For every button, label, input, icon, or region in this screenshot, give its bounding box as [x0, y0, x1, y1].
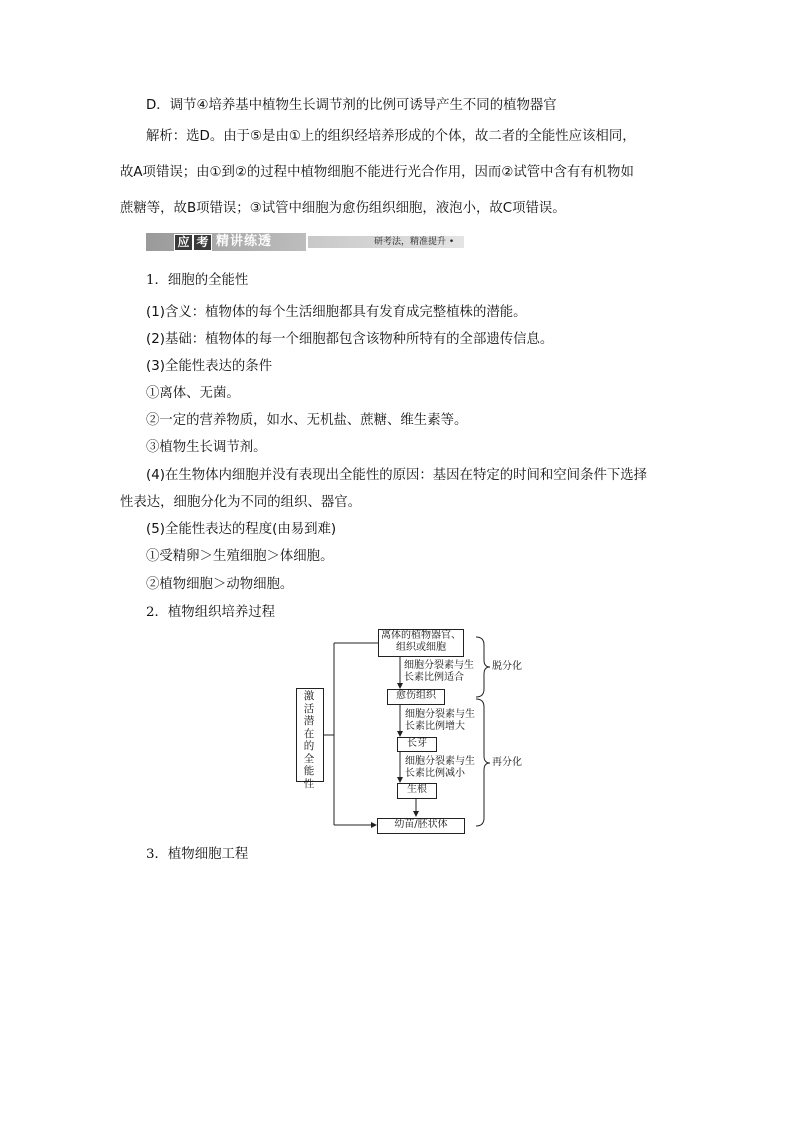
- box-root: 生根: [397, 783, 437, 799]
- left-box-label: 激活潜在的全能性: [303, 690, 315, 790]
- box-bud: 长芽: [397, 737, 437, 752]
- banner-tag: 研考法，精准提升 •: [374, 237, 455, 247]
- box-callus: 愈伤组织: [387, 689, 445, 705]
- box-seedling: 幼苗/胚状体: [377, 818, 465, 834]
- arrow-3-label-1: 细胞分裂素与生: [405, 756, 475, 767]
- section-1-p5: (5)全能性表达的程度(由易到难): [146, 522, 337, 537]
- arrow-2-label-1: 细胞分裂素与生: [405, 709, 475, 720]
- brace-dedifferentiation: [476, 637, 490, 697]
- section-2-heading: 2．植物组织培养过程: [146, 605, 276, 620]
- box-explant: [378, 629, 464, 657]
- section-1-p1: (1)含义：植物体的每个生活细胞都具有发育成完整植株的潜能。: [146, 305, 527, 320]
- analysis-line-3: 蔗糖等，故B项错误；③试管中细胞为愈伤组织细胞，液泡小，故C项错误。: [120, 201, 566, 216]
- banner-chip-1: 应: [174, 234, 193, 251]
- section-1-p3a: ①离体、无菌。: [146, 386, 240, 401]
- section-3-heading: 3．植物细胞工程: [146, 847, 249, 862]
- arrow-1-label-2: 长素比例适合: [404, 672, 464, 683]
- box-explant-line-2: 组织或细胞: [396, 642, 446, 653]
- brace-redifferentiation: [476, 699, 490, 826]
- section-1-heading: 1．细胞的全能性: [146, 273, 249, 288]
- section-1-p5b: ②植物细胞＞动物细胞。: [146, 577, 294, 592]
- section-1-p4-line1: (4)在生物体内细胞并没有表现出全能性的原因：基因在特定的时间和空间条件下选择: [146, 468, 648, 483]
- section-1-p3b: ②一定的营养物质，如水、无机盐、蔗糖、维生素等。: [146, 413, 468, 428]
- section-1-p4-line2: 性表达，细胞分化为不同的组织、器官。: [120, 495, 362, 510]
- banner-chip-2: 考: [193, 234, 212, 251]
- option-d: D．调节④培养基中植物生长调节剂的比例可诱导产生不同的植物器官: [146, 98, 557, 113]
- brace-dedifferentiation-label: 脱分化: [492, 661, 522, 672]
- arrow-1-label-1: 细胞分裂素与生: [404, 660, 474, 671]
- analysis-line-2: 故A项错误；由①到②的过程中植物细胞不能进行光合作用，因而②试管中含有有机物如: [120, 165, 634, 180]
- section-1-p3c: ③植物生长调节剂。: [146, 440, 267, 455]
- banner-title: 精讲练透: [216, 234, 273, 249]
- analysis-line-1: 解析：选D。由于⑤是由①上的组织经培养形成的个体，故二者的全能性应该相同，: [146, 129, 636, 144]
- brace-redifferentiation-label: 再分化: [492, 757, 522, 768]
- section-1-p3: (3)全能性表达的条件: [146, 359, 273, 374]
- section-1-p2: (2)基础：植物体的每一个细胞都包含该物种所特有的全部遗传信息。: [146, 332, 554, 347]
- arrow-2-label-2: 长素比例增大: [405, 721, 465, 732]
- section-1-p5a: ①受精卵＞生殖细胞＞体细胞。: [146, 549, 334, 564]
- arrow-3-label-2: 长素比例减小: [405, 768, 465, 779]
- box-explant-line-1: 离体的植物器官、: [381, 630, 461, 641]
